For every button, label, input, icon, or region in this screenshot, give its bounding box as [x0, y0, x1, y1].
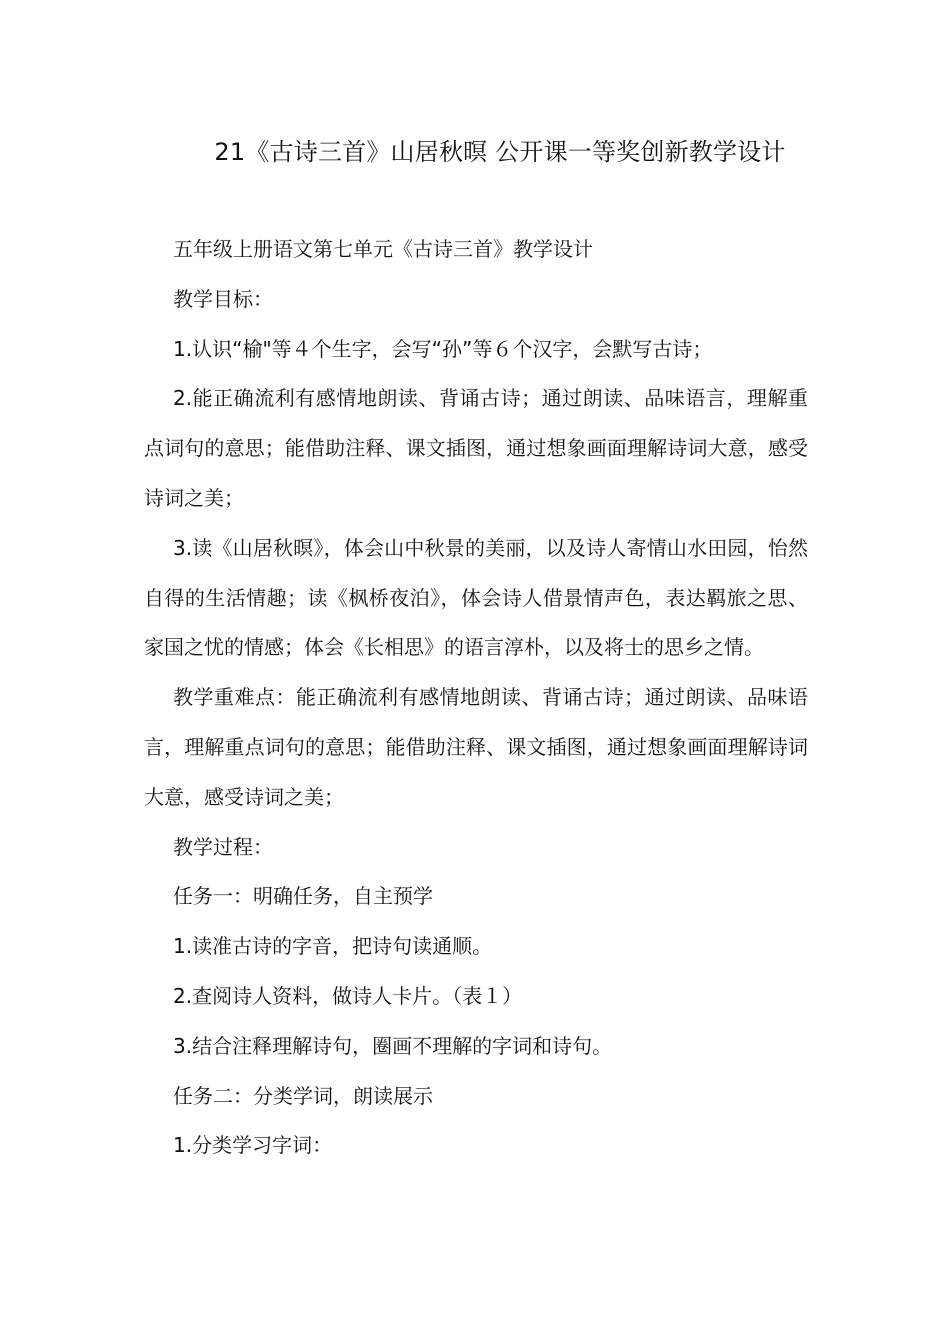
paragraph-task-1-step-3: 3.结合注释理解诗句，圈画不理解的字词和诗句。 [173, 1033, 613, 1058]
paragraph-task-1-step-2: 2.查阅诗人资料，做诗人卡片。（表１） [173, 983, 523, 1008]
document-title: 21《古诗三首》山居秋暝 公开课一等奖创新教学设计 [214, 138, 786, 166]
paragraph-objective-1: 1.认识“榆"等４个生字，会写“孙”等６个汉字，会默写古诗； [173, 336, 713, 361]
paragraph-objective-3: 3.读《山居秋暝》，体会山中秋景的美丽，以及诗人寄情山水田园，怡然自得的生活情趣；读《枫桥夜泊》，体会诗人借景情声色，表达羁旅之思、家国之忧的情感；体会《长相思》的语言淳朴，以及将士的思乡之情。 [144, 535, 808, 660]
paragraph-objectives-heading: 教学目标： [173, 286, 273, 311]
paragraph-task-1: 任务一：明确任务，自主预学 [173, 884, 433, 909]
paragraph-subtitle: 五年级上册语文第七单元《古诗三首》教学设计 [173, 237, 593, 261]
paragraph-process-heading: 教学过程： [173, 834, 273, 859]
paragraph-task-2-step-1: 1.分类学习字词： [173, 1133, 333, 1158]
paragraph-task-2: 任务二：分类学词，朗读展示 [173, 1083, 433, 1108]
paragraph-task-1-step-1: 1.读准古诗的字音，把诗句读通顺。 [173, 934, 493, 959]
paragraph-objective-2: 2.能正确流利有感情地朗读、背诵古诗；通过朗读、品味语言，理解重点词句的意思；能借助注释、课文插图，通过想象画面理解诗词大意，感受诗词之美； [144, 386, 808, 510]
document-body [144, 225, 808, 1171]
paragraph-key-points: 教学重难点：能正确流利有感情地朗读、背诵古诗；通过朗读、品味语言，理解重点词句的意思；能借助注释、课文插图，通过想象画面理解诗词大意，感受诗词之美； [144, 685, 808, 809]
